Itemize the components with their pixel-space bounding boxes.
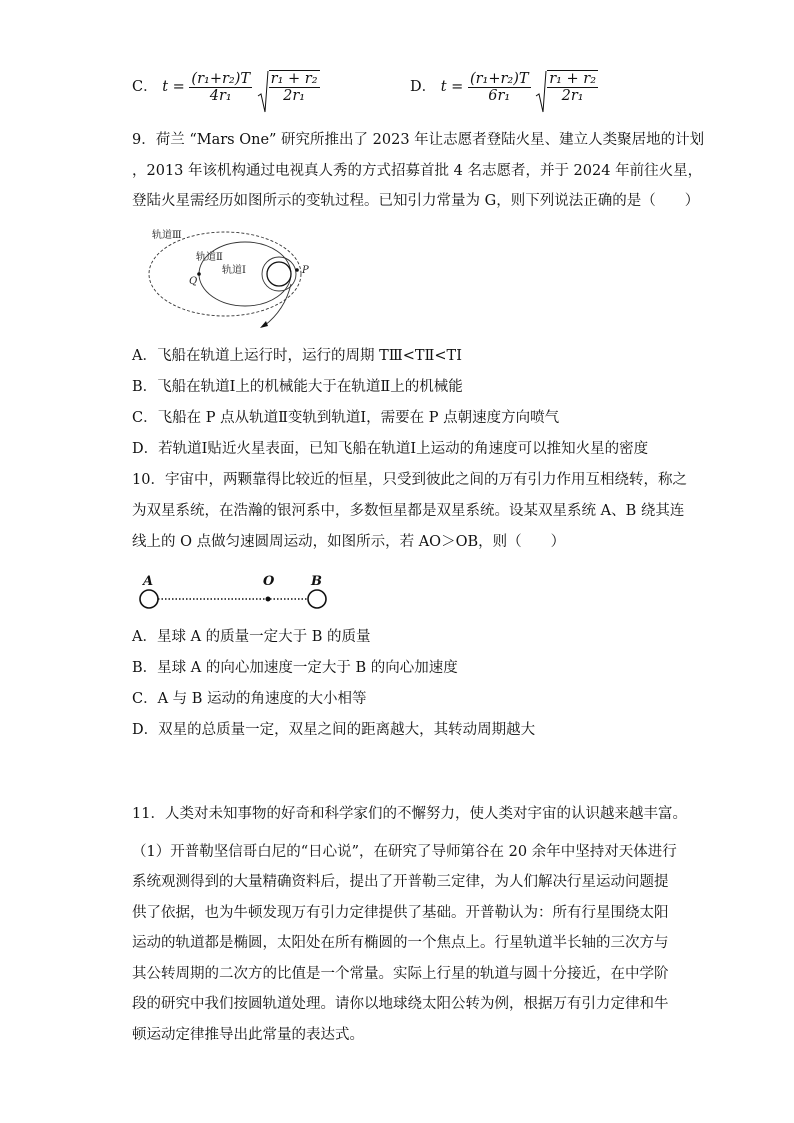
q9-option-d: D．若轨道Ⅰ贴近火星表面，已知飞船在轨道Ⅰ上运动的角速度可以推知火星的密度 — [132, 441, 649, 457]
star-b — [308, 590, 326, 608]
label-orbit-3: 轨道Ⅲ — [152, 230, 182, 241]
center-point-o — [266, 597, 271, 602]
option-d-radicand-denominator: 2r₁ — [561, 88, 584, 104]
point-q — [197, 272, 201, 276]
option-d-label: D． — [410, 79, 437, 95]
label-b: B — [311, 574, 322, 589]
option-c-t: t = — [162, 79, 185, 95]
q10-stem-line-3: 线上的 O 点做匀速圆周运动，如图所示，若 AO＞OB，则（ ） — [132, 534, 566, 550]
q9-option-a: A．飞船在轨道上运行时，运行的周期 TⅢ<TⅡ<TⅠ — [132, 348, 462, 364]
option-c-label: C． — [132, 79, 158, 95]
q10-stem-line-1: 10．宇宙中，两颗靠得比较近的恒星，只受到彼此之间的万有引力作用互相绕转，称之 — [132, 472, 687, 488]
option-c-sqrt — [257, 70, 320, 104]
q9-option-c: C．飞船在 P 点从轨道Ⅱ变轨到轨道Ⅰ，需要在 P 点朝速度方向喷气 — [132, 410, 560, 426]
q10-stem-line-2: 为双星系统，在浩瀚的银河系中，多数恒星都是双星系统。设某双星系统 A、B 绕其连 — [132, 503, 685, 519]
orbit-transfer-diagram — [140, 222, 325, 332]
q11-part1-line-4: 运动的轨道都是椭圆，太阳处在所有椭圆的一个焦点上。行星轨道半长轴的三次方与 — [132, 935, 669, 951]
point-p — [295, 268, 299, 272]
option-c-fraction — [189, 71, 252, 104]
approach-trajectory — [264, 284, 291, 326]
q10-option-b: B．星球 A 的向心加速度一定大于 B 的向心加速度 — [132, 660, 458, 676]
q10-option-a: A．星球 A 的质量一定大于 B 的质量 — [132, 629, 371, 645]
mars-planet — [267, 262, 291, 286]
option-d-sqrt — [535, 70, 598, 104]
q11-part1-line-2: 系统观测得到的大量精确资料后，提出了开普勒三定律，为人们解决行星运动问题提 — [132, 874, 669, 890]
label-orbit-1: 轨道Ⅰ — [222, 265, 246, 276]
option-c-denominator: 4r₁ — [209, 87, 232, 104]
q9-option-b: B．飞船在轨道Ⅰ上的机械能大于在轨道Ⅱ上的机械能 — [132, 379, 463, 395]
q10-option-d: D．双星的总质量一定，双星之间的距离越大，其转动周期越大 — [132, 722, 536, 738]
label-p: P — [302, 265, 309, 276]
option-d-numerator: (r₁+r₂)T — [469, 70, 529, 87]
q11-part1-line-1: （1）开普勒坚信哥白尼的“日心说”，在研究了导师第谷在 20 余年中坚持对天体进行 — [132, 844, 677, 860]
option-c-q8 — [132, 70, 320, 104]
label-orbit-2: 轨道Ⅱ — [196, 252, 223, 263]
q11-part1-line-6: 段的研究中我们按圆轨道处理。请你以地球绕太阳公转为例，根据万有引力定律和牛 — [132, 996, 669, 1012]
option-d-t: t = — [440, 79, 464, 95]
radical-sign-icon — [535, 70, 547, 114]
q9-stem-line-2: ，2013 年该机构通过电视真人秀的方式招募首批 4 名志愿者，并于 2024 年前往火星， — [132, 163, 703, 179]
label-q: Q — [189, 276, 198, 287]
q11-part1-line-5: 其公转周期的二次方的比值是一个常量。实际上行星的轨道与圆十分接近，在中学阶 — [132, 966, 669, 982]
label-o: O — [263, 574, 275, 589]
label-a: A — [143, 574, 154, 589]
q11-stem-line-1: 11．人类对未知事物的好奇和科学家们的不懈努力，使人类对宇宙的认识越来越丰富。 — [132, 806, 687, 822]
option-d-fraction — [468, 71, 531, 104]
option-c-radicand-denominator: 2r₁ — [283, 88, 306, 104]
option-d-q8 — [410, 70, 598, 104]
binary-star-diagram — [134, 570, 334, 612]
arrow-head-icon — [260, 321, 268, 328]
q9-stem-line-1: 9．荷兰 “Mars One” 研究所推出了 2023 年让志愿者登陆火星、建立人类聚居地的计划 — [132, 132, 705, 148]
q11-part1-line-7: 顿运动定律推导出此常量的表达式。 — [132, 1027, 364, 1043]
q9-stem-line-3: 登陆火星需经历如图所示的变轨过程。已知引力常量为 G，则下列说法正确的是（ ） — [132, 193, 700, 209]
q10-option-c: C．A 与 B 运动的角速度的大小相等 — [132, 691, 367, 707]
radical-sign-icon — [257, 70, 269, 114]
option-d-denominator: 6r₁ — [488, 87, 511, 104]
option-c-numerator: (r₁+r₂)T — [191, 70, 251, 87]
star-a — [140, 590, 158, 608]
q11-part1-line-3: 供了依据，也为牛顿发现万有引力定律提供了基础。开普勒认为：所有行星围绕太阳 — [132, 905, 669, 921]
option-c-radicand-numerator: r₁ + r₂ — [270, 71, 318, 87]
option-d-radicand-numerator: r₁ + r₂ — [549, 71, 597, 87]
